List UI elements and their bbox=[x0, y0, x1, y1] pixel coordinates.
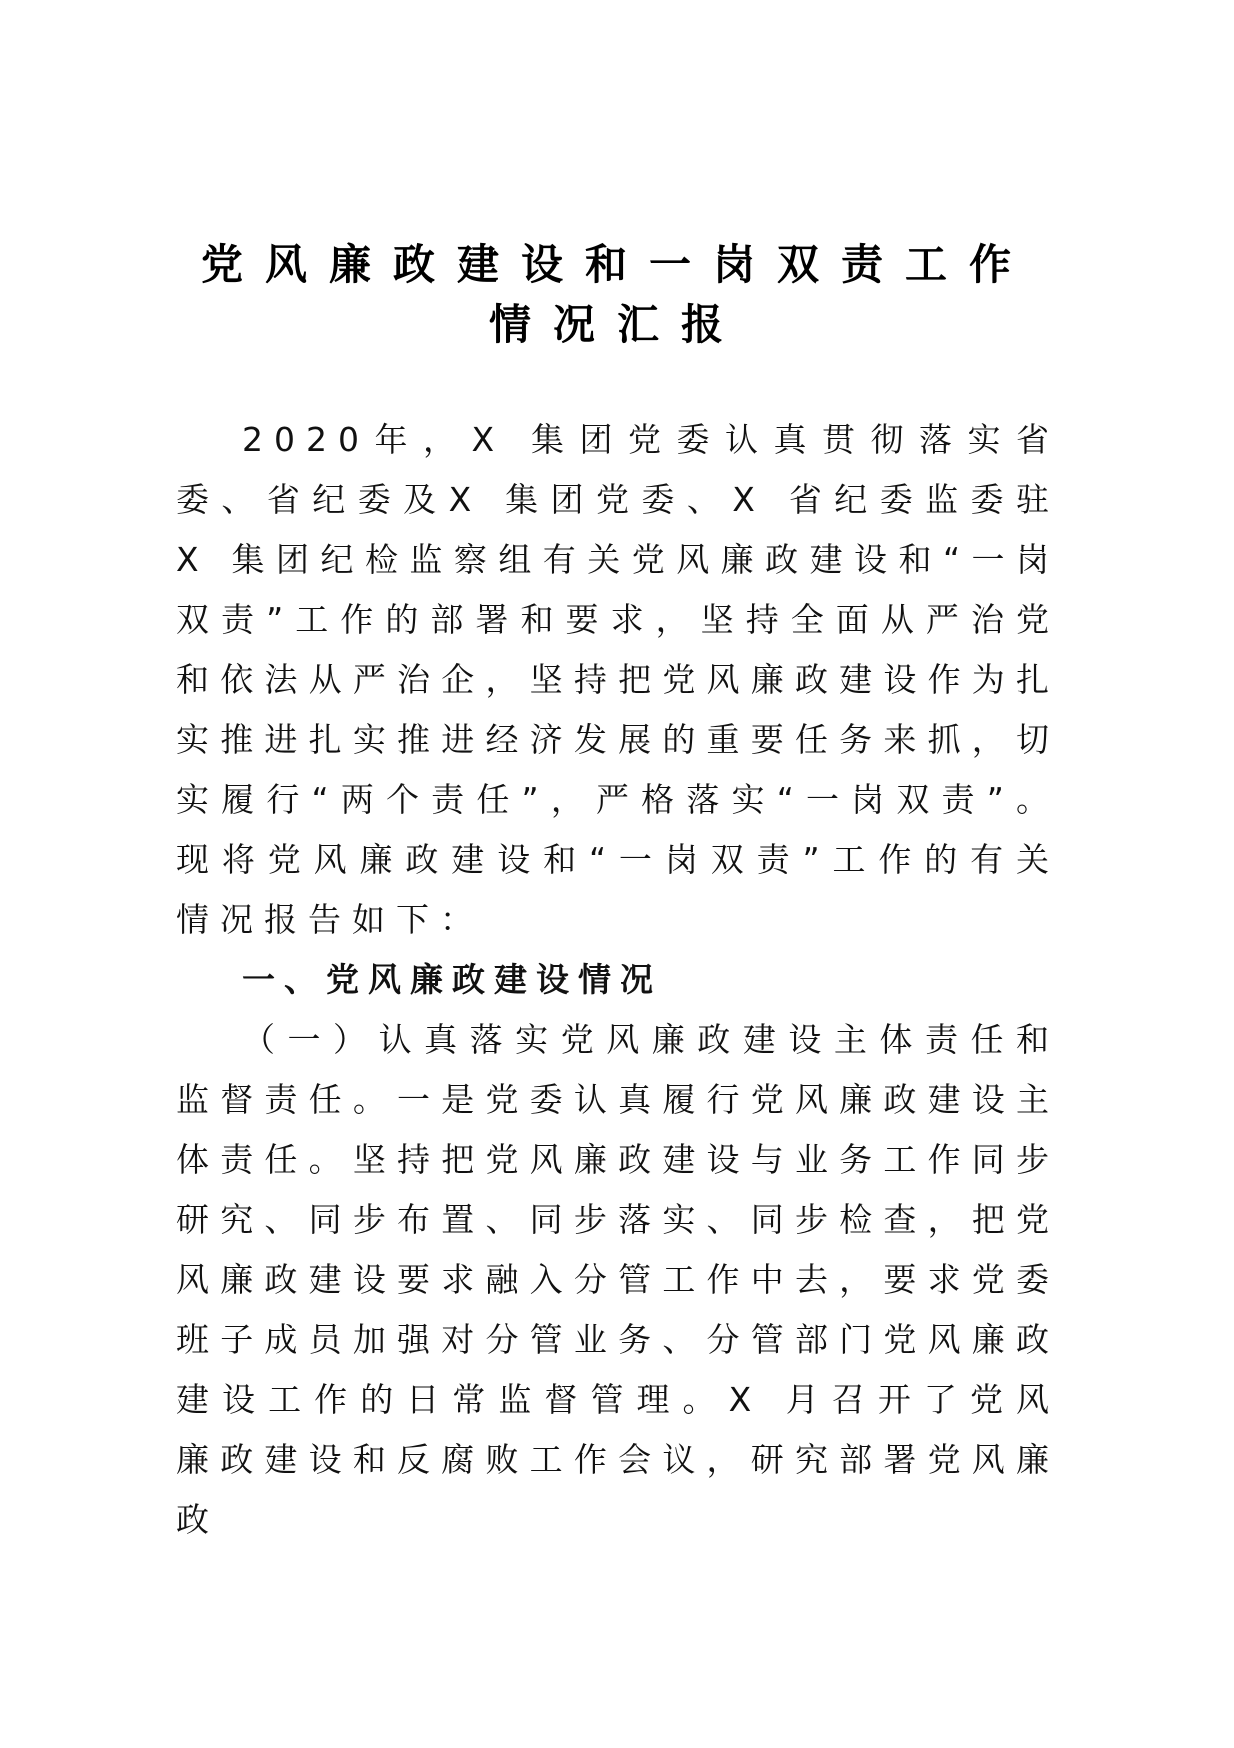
document-title-line-1: 党风廉政建设和一岗双责工作 bbox=[200, 240, 1033, 289]
section-paragraph: （一）认真落实党风廉政建设主体责任和监督责任。一是党委认真履行党风廉政建设主体责任。坚持把党风廉政建设与业务工作同步研究、同步布置、同步落实、同步检查，把党风廉政建设要求融入分管工作中去，要求党委班子成员加强对分管业务、分管部门党风廉政建设工作的日常监督管理。X 月召开了党风廉政建设和反腐败工作会议，研究部署党风廉政 bbox=[176, 1020, 1060, 1539]
document-body bbox=[176, 410, 1060, 1550]
intro-paragraph: 2020年，X 集团党委认真贯彻落实省委、省纪委及X 集团党委、X 省纪委监委驻X 集团纪检监察组有关党风廉政建设和“一岗双责”工作的部署和要求，坚持全面从严治党和依法从严治企，坚持把党风廉政建设作为扎实推进扎实推进经济发展的重要任务来抓，切实履行“两个责任”，严格落实“一岗双责”。现将党风廉政建设和“一岗双责”工作的有关情况报告如下： bbox=[176, 420, 1060, 939]
document-title-line-2: 情况汇报 bbox=[488, 300, 745, 349]
section-heading: 一、党风廉政建设情况 bbox=[242, 960, 662, 999]
